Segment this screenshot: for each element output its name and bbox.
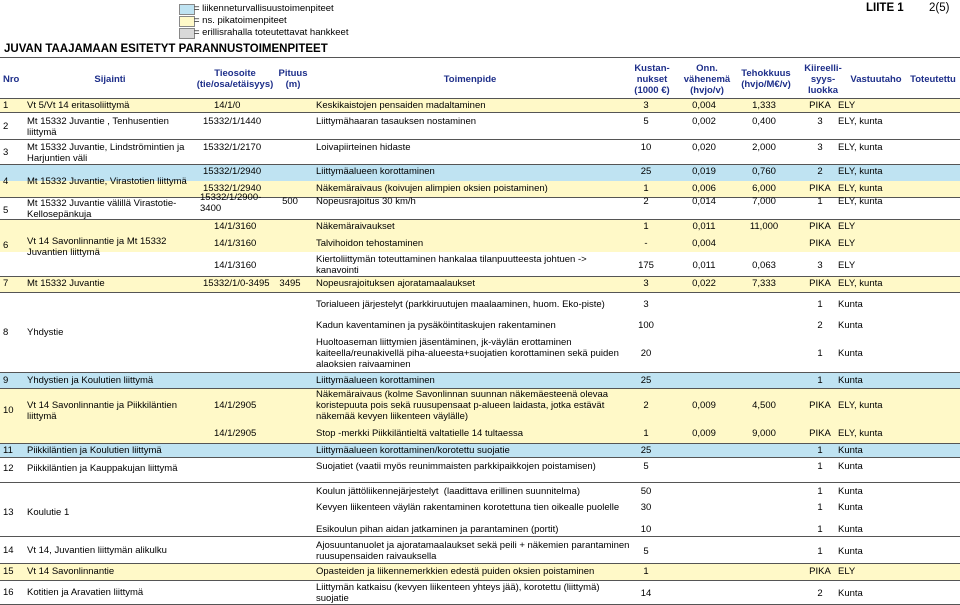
- cell-k: 3: [643, 299, 649, 310]
- cell-v: ELY, kunta: [838, 278, 883, 289]
- cell-k: 5: [643, 545, 649, 557]
- cell-sij: Mt 15332 Juvantie, Lindströmintien ja Harjuntien väli: [27, 142, 185, 164]
- cell-sij: Piikkiläntien ja Koulutien liittymä: [27, 445, 162, 456]
- header-vastuutaho: Vastuutaho: [850, 74, 902, 85]
- cell-o: 0,014: [692, 196, 716, 207]
- cell-v: ELY, kunta: [838, 183, 883, 194]
- cell-o: 0,011: [692, 221, 716, 232]
- cell-nro: 8: [3, 327, 9, 338]
- legend-2: = ns. pikatoimenpiteet: [194, 15, 287, 26]
- cell-kl: 2: [817, 166, 823, 177]
- header-tehokkuus: Tehokkuus (hvjo/M€/v): [741, 68, 791, 90]
- cell-o: 0,019: [692, 166, 716, 177]
- cell-k: 1: [643, 221, 649, 232]
- cell-v: Kunta: [838, 461, 863, 472]
- cell-ts: 14/1/3160: [214, 238, 257, 249]
- cell-ts: 15332/1/0-3495: [203, 278, 270, 289]
- cell-t: 0,760: [752, 166, 776, 177]
- cell-o: 0,020: [692, 142, 716, 153]
- cell-t: 2,000: [752, 142, 776, 153]
- cell-k: 100: [638, 320, 654, 331]
- cell-tp: Kevyen liikenteen väylän rakentaminen korotettuna tien oikealle puolelle: [316, 502, 620, 513]
- cell-kl: 1: [817, 299, 823, 310]
- cell-v: Kunta: [838, 545, 863, 557]
- cell-k: 2: [643, 400, 649, 411]
- cell-sij: Piikkiläntien ja Kauppakujan liittymä: [27, 463, 178, 474]
- cell-tp: Näkemäraivaukset: [316, 221, 395, 232]
- cell-v: ELY: [838, 259, 856, 271]
- cell-tp: Liittymäalueen korottaminen: [316, 166, 435, 177]
- cell-k: 10: [640, 142, 652, 153]
- cell-tp: Keskikaistojen pensaiden madaltaminen: [316, 100, 486, 111]
- page-title: JUVAN TAAJAMAAN ESITETYT PARANNUSTOIMENPITEET: [4, 43, 328, 55]
- cell-nro: 10: [3, 405, 14, 416]
- cell-v: ELY: [838, 221, 856, 232]
- cell-sij: Yhdystie: [27, 327, 64, 338]
- cell-kl: 2: [817, 320, 823, 331]
- cell-kl: PIKA: [809, 238, 831, 249]
- header-tieosoite: Tieosoite (tie/osa/etäisyys): [196, 68, 274, 90]
- cell-o: 0,006: [692, 183, 716, 194]
- cell-tp: Nopeusrajoitus 30 km/h: [316, 196, 416, 207]
- cell-o: 0,009: [692, 400, 716, 411]
- header-onn: Onn. vähenemä (hvjo/v): [683, 63, 731, 96]
- cell-kl: PIKA: [809, 100, 831, 111]
- cell-v: ELY, kunta: [838, 400, 883, 411]
- cell-nro: 6: [3, 240, 9, 251]
- cell-tp: Suojatiet (vaatii myös reunimmaisten parkkipaikkojen poistamisen): [316, 461, 596, 472]
- cell-v: ELY, kunta: [838, 116, 883, 127]
- cell-pit: 3495: [279, 278, 301, 289]
- cell-t: 7,333: [752, 278, 776, 289]
- cell-nro: 14: [3, 545, 14, 556]
- cell-k: 25: [640, 445, 652, 456]
- cell-v: Kunta: [838, 348, 863, 359]
- cell-kl: 1: [817, 486, 823, 497]
- cell-nro: 4: [3, 176, 9, 187]
- header-nro: Nro: [3, 74, 20, 85]
- cell-ts: 14/1/3160: [214, 259, 257, 271]
- cell-nro: 9: [3, 375, 9, 386]
- cell-ts: 15332/1/1440: [203, 116, 262, 127]
- cell-kl: PIKA: [809, 278, 831, 289]
- cell-kl: 2: [817, 587, 823, 599]
- cell-tp: Stop -merkki Piikkiläntieltä valtatielle 14 tultaessa: [316, 428, 523, 439]
- cell-sij: Koulutie 1: [27, 507, 70, 518]
- cell-tp: Torialueen järjestelyt (parkkiruutujen maalaaminen, huom. Eko-piste): [316, 299, 605, 310]
- cell-nro: 16: [3, 587, 14, 598]
- cell-v: Kunta: [838, 502, 863, 513]
- cell-tp: Nopeusrajoituksen ajoratamaalaukset: [316, 278, 475, 289]
- cell-k: 5: [643, 116, 649, 127]
- cell-kl: PIKA: [809, 428, 831, 439]
- cell-k: 1: [643, 566, 649, 577]
- cell-v: ELY: [838, 566, 856, 577]
- cell-ts: 14/1/2905: [214, 400, 257, 411]
- cell-ts: 15332/1/2170: [203, 142, 262, 153]
- cell-sij: Mt 15332 Juvantie: [27, 278, 105, 289]
- cell-k: 3: [643, 278, 649, 289]
- cell-tp: Loivapiirteinen hidaste: [316, 142, 411, 153]
- cell-tp: Liittymäalueen korottaminen: [316, 375, 435, 386]
- cell-t: 11,000: [749, 221, 779, 232]
- cell-ts: 15332/1/2900- 3400: [200, 192, 262, 214]
- cell-tp: Liittymän katkaisu (kevyen liikenteen yhteys jää), korotettu (liittymä) suojatie: [316, 582, 600, 604]
- legend-swatch-1: [179, 4, 195, 15]
- cell-nro: 7: [3, 278, 9, 289]
- cell-kl: 1: [817, 348, 823, 359]
- cell-kl: 3: [817, 142, 823, 153]
- cell-kl: 1: [817, 375, 823, 386]
- cell-k: 5: [643, 461, 649, 472]
- cell-pit: 500: [282, 196, 298, 207]
- cell-v: ELY, kunta: [838, 196, 883, 207]
- cell-kl: 1: [817, 545, 823, 557]
- cell-o: 0,004: [692, 238, 716, 249]
- cell-k: 30: [640, 502, 652, 513]
- header-toimenpide: Toimenpide: [443, 74, 497, 85]
- cell-tp: Liittymähaaran tasauksen nostaminen: [316, 116, 477, 127]
- cell-sij: Mt 15332 Juvantie, Virastotien liittymä: [27, 176, 187, 187]
- cell-t: 4,500: [752, 400, 776, 411]
- header-sijainti: Sijainti: [94, 74, 126, 85]
- cell-v: Kunta: [838, 375, 863, 386]
- legend-1: = liikenneturvallisuustoimenpiteet: [194, 3, 334, 14]
- cell-tp: Näkemäraivaus (kolme Savonlinnan suunnan näkemäesteenä olevaa koristepuuta pois sekä ruusupensaat p-alueen laidasta, jotka estävät näkemää kevyen liikenteen väylälle): [316, 389, 609, 422]
- cell-kl: PIKA: [809, 400, 831, 411]
- cell-o: 0,022: [692, 278, 716, 289]
- cell-v: Kunta: [838, 445, 863, 456]
- cell-tp: Näkemäraivaus (koivujen alimpien oksien poistaminen): [316, 183, 548, 194]
- cell-t: 0,400: [752, 116, 776, 127]
- cell-tp: Ajosuuntanuolet ja ajoratamaalaukset sekä peili + näkemien parantaminen ruusupensaiden raivauksella: [316, 540, 630, 562]
- cell-nro: 2: [3, 121, 9, 132]
- cell-k: 10: [640, 524, 652, 535]
- cell-nro: 11: [3, 445, 13, 456]
- cell-sij: Vt 14 Savonlinnantie: [27, 566, 115, 577]
- cell-ts: 14/1/2905: [214, 428, 257, 439]
- cell-sij: Mt 15332 Juvantie välillä Virastotie- Kellosepänkuja: [27, 198, 177, 220]
- cell-k: 25: [640, 166, 652, 177]
- cell-sij: Mt 15332 Juvantie , Tenhusentien liittymä: [27, 116, 169, 138]
- cell-t: 9,000: [752, 428, 776, 439]
- cell-t: 1,333: [752, 100, 776, 111]
- cell-ts: 15332/1/2940: [203, 183, 262, 194]
- cell-nro: 1: [3, 100, 9, 111]
- cell-k: 3: [643, 100, 649, 111]
- cell-sij: Vt 14 Savonlinnantie ja Piikkiläntien liittymä: [27, 400, 177, 422]
- legend-swatch-2: [179, 16, 195, 27]
- cell-o: 0,009: [692, 428, 716, 439]
- cell-tp: Opasteiden ja liikennemerkkien edestä puiden oksien poistaminen: [316, 566, 595, 577]
- cell-kl: 1: [817, 461, 823, 472]
- cell-tp: Esikoulun pihan aidan jatkaminen ja parantaminen (portit): [316, 524, 559, 535]
- cell-nro: 5: [3, 205, 9, 216]
- cell-kl: 3: [817, 259, 823, 271]
- cell-t: 0,063: [752, 259, 776, 271]
- cell-ts: 14/1/3160: [214, 221, 257, 232]
- cell-nro: 3: [3, 147, 9, 158]
- cell-t: 6,000: [752, 183, 776, 194]
- cell-v: Kunta: [838, 299, 863, 310]
- cell-tp: Koulun jättöliikennejärjestelyt (laadittava erillinen suunnitelma): [316, 486, 581, 497]
- cell-kl: 1: [817, 445, 823, 456]
- cell-tp: Kadun kaventaminen ja pysäköintitaskujen rakentaminen: [316, 320, 556, 331]
- page-number: 2(5): [929, 2, 950, 14]
- cell-k: 50: [640, 486, 652, 497]
- cell-v: Kunta: [838, 524, 863, 535]
- cell-t: 7,000: [752, 196, 776, 207]
- cell-k: -: [644, 238, 648, 249]
- cell-v: ELY, kunta: [838, 142, 883, 153]
- cell-nro: 12: [3, 463, 14, 474]
- header-kustannukset: Kustan- nukset (1000 €): [634, 63, 670, 96]
- cell-k: 20: [640, 348, 652, 359]
- cell-v: ELY, kunta: [838, 428, 883, 439]
- cell-kl: PIKA: [809, 566, 831, 577]
- cell-k: 2: [643, 196, 649, 207]
- header-pituus: Pituus (m): [278, 68, 308, 90]
- cell-kl: 1: [817, 524, 823, 535]
- cell-o: 0,011: [692, 259, 716, 271]
- legend-3: = erillisrahalla toteutettavat hankkeet: [194, 27, 349, 38]
- cell-kl: 1: [817, 196, 823, 207]
- cell-v: ELY: [838, 238, 856, 249]
- cell-v: Kunta: [838, 486, 863, 497]
- cell-k: 1: [643, 428, 649, 439]
- legend-swatch-3: [179, 28, 195, 39]
- cell-tp: Liittymäalueen korottaminen/korotettu suojatie: [316, 445, 510, 456]
- cell-nro: 15: [3, 566, 14, 577]
- liite-label: LIITE 1: [866, 2, 904, 14]
- cell-kl: 1: [817, 502, 823, 513]
- cell-sij: Kotitien ja Aravatien liittymä: [27, 587, 144, 598]
- cell-k: 1: [643, 183, 649, 194]
- cell-v: ELY, kunta: [838, 166, 883, 177]
- cell-sij: Yhdystien ja Koulutien liittymä: [27, 375, 154, 386]
- cell-o: 0,004: [692, 100, 716, 111]
- cell-tp: Huoltoaseman liittymien jäsentäminen, jk-väylän erottaminen kaiteella/reunakivellä piha-alueesta+suojatien korottaminen sekä puiden alaoksien raivaaminen: [316, 337, 619, 370]
- cell-kl: PIKA: [809, 221, 831, 232]
- cell-k: 14: [640, 587, 652, 599]
- cell-sij: Vt 14 Savonlinnantie ja Mt 15332 Juvantien liittymä: [27, 236, 167, 258]
- cell-ts: 15332/1/2940: [203, 166, 262, 177]
- cell-tp: Talvihoidon tehostaminen: [316, 238, 424, 249]
- cell-sij: Vt 5/Vt 14 eritasoliittymä: [27, 100, 130, 111]
- cell-v: ELY: [838, 100, 856, 111]
- cell-tp: Kiertoliittymän toteuttaminen hankalaa tilanpuutteesta johtuen -> kanavointi: [316, 254, 587, 276]
- cell-o: 0,002: [692, 116, 716, 127]
- cell-k: 25: [640, 375, 652, 386]
- cell-ts: 14/1/0: [214, 100, 241, 111]
- cell-v: Kunta: [838, 320, 863, 331]
- cell-sij: Vt 14, Juvantien liittymän alikulku: [27, 545, 167, 556]
- cell-kl: PIKA: [809, 183, 831, 194]
- header-toteutettu: Toteutettu: [910, 74, 956, 85]
- header-kiireellisyys: Kiireelli- syys- luokka: [804, 63, 842, 96]
- cell-nro: 13: [3, 507, 14, 518]
- cell-kl: 3: [817, 116, 823, 127]
- cell-k: 175: [638, 259, 654, 271]
- cell-v: Kunta: [838, 587, 863, 599]
